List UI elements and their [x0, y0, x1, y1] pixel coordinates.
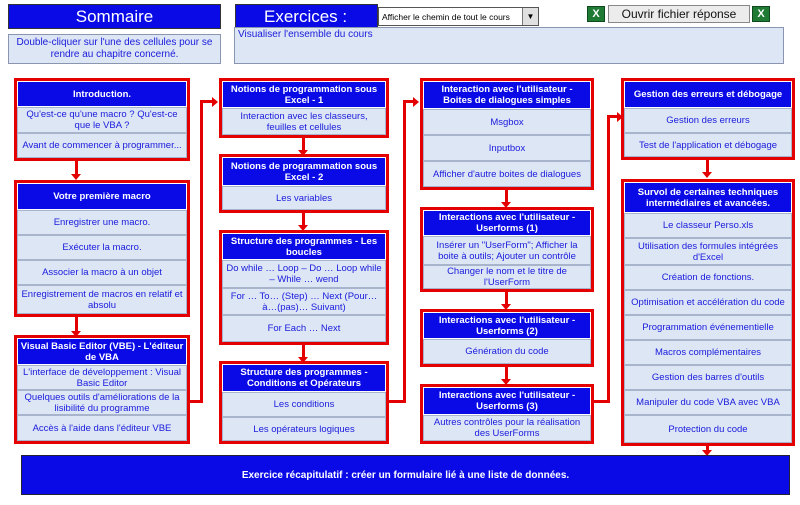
group-premiere-macro — [14, 180, 190, 317]
connector — [75, 317, 78, 332]
arrow-right — [413, 97, 419, 107]
chapter-cell[interactable]: Utilisation des formules intégrées d'Excel — [624, 238, 792, 265]
chapter-cell[interactable]: Les conditions — [222, 392, 386, 417]
chapter-cell[interactable]: Programmation événementielle — [624, 315, 792, 340]
course-description-box — [234, 27, 784, 64]
chapter-cell[interactable]: Insérer un "UserForm"; Afficher la boite à outils; Ajouter un contrôle — [423, 236, 591, 265]
sommaire-title-bar — [8, 4, 221, 29]
group-title[interactable]: Interactions avec l'utilisateur - Userforms (3) — [423, 387, 591, 415]
arrow-right — [212, 97, 218, 107]
group-userforms-1 — [420, 207, 594, 292]
chapter-cell[interactable]: Changer le nom et le titre de l'UserForm — [423, 265, 591, 289]
chapter-cell[interactable]: Enregistrer une macro. — [17, 210, 187, 235]
chapter-cell[interactable]: Afficher d'autre boites de dialogues — [423, 161, 591, 187]
chapter-cell[interactable]: Inputbox — [423, 135, 591, 161]
chapter-cell[interactable]: Test de l'application et débogage — [624, 133, 792, 157]
group-title[interactable]: Structure des programmes - Les boucles — [222, 233, 386, 260]
group-dialogues — [420, 78, 594, 190]
sommaire-title: Sommaire — [75, 6, 154, 26]
connector — [607, 115, 617, 118]
group-conditions — [219, 361, 389, 444]
exercices-title: Exercices : — [264, 6, 348, 26]
group-title[interactable]: Notions de programmation sous Excel - 2 — [222, 157, 386, 186]
group-title[interactable]: Structure des programmes - Conditions et Opérateurs — [222, 364, 386, 392]
chapter-cell[interactable]: For Each … Next — [222, 315, 386, 342]
final-exercise-banner[interactable] — [21, 455, 790, 495]
group-techniques-avancees — [621, 179, 795, 446]
group-title[interactable]: Survol de certaines techniques intermédiaires et avancées. — [624, 182, 792, 213]
group-introduction — [14, 78, 190, 161]
chapter-cell[interactable]: Génération du code — [423, 339, 591, 364]
final-exercise-label: Exercice récapitulatif : créer un formulaire lié à une liste de données. — [241, 469, 570, 481]
chapter-cell[interactable]: Msgbox — [423, 109, 591, 135]
chapter-cell[interactable]: Associer la macro à un objet — [17, 260, 187, 285]
exercices-title-bar — [235, 4, 378, 29]
chapter-cell[interactable]: Do while … Loop – Do … Loop while – While … wend — [222, 260, 386, 288]
chapter-cell[interactable]: Exécuter la macro. — [17, 235, 187, 260]
connector — [75, 160, 78, 175]
arrow-down — [702, 172, 712, 178]
exercise-dropdown[interactable] — [378, 7, 539, 26]
group-title[interactable]: Visual Basic Editor (VBE) - L'éditeur de VBA — [17, 338, 187, 365]
chapter-cell[interactable]: Gestion des erreurs — [624, 108, 792, 133]
group-title[interactable]: Gestion des erreurs et débogage — [624, 81, 792, 108]
connector — [403, 100, 413, 103]
group-title[interactable]: Interaction avec l'utilisateur - Boites de dialogues simples — [423, 81, 591, 109]
group-notions-2 — [219, 154, 389, 213]
chapter-cell[interactable]: Avant de commencer à programmer... — [17, 133, 187, 158]
chapter-cell[interactable]: Autres contrôles pour la réalisation des UserForms — [423, 415, 591, 441]
sommaire-hint-text: Double-cliquer sur l'une des cellules pour se rendre au chapitre concerné. — [16, 37, 213, 60]
chapter-cell[interactable]: Qu'est-ce qu'une macro ? Qu'est-ce que le VBA ? — [17, 107, 187, 133]
chapter-cell[interactable]: Gestion des barres d'outils — [624, 365, 792, 390]
chapter-cell[interactable]: Le classeur Perso.xls — [624, 213, 792, 238]
group-vbe — [14, 335, 190, 444]
chapter-cell[interactable]: Manipuler du code VBA avec VBA — [624, 390, 792, 415]
group-userforms-2 — [420, 309, 594, 367]
chapter-cell[interactable]: For … To… (Step) … Next (Pour… à…(pas)… Suivant) — [222, 288, 386, 315]
group-title[interactable]: Interactions avec l'utilisateur - Userforms (1) — [423, 210, 591, 236]
group-erreurs — [621, 78, 795, 160]
open-answer-button[interactable] — [608, 5, 750, 23]
group-title[interactable]: Votre première macro — [17, 183, 187, 210]
chapter-cell[interactable]: L'interface de développement : Visual Basic Editor — [17, 365, 187, 390]
chapter-cell[interactable]: Macros complémentaires — [624, 340, 792, 365]
group-title[interactable]: Interactions avec l'utilisateur - Userforms (2) — [423, 312, 591, 339]
sommaire-hint — [8, 34, 221, 64]
excel-icon: X — [752, 6, 770, 22]
chapter-cell[interactable]: Interaction avec les classeurs, feuilles et cellules — [222, 108, 386, 135]
connector — [403, 100, 406, 403]
group-notions-1 — [219, 78, 389, 138]
group-title[interactable]: Introduction. — [17, 81, 187, 107]
chapter-cell[interactable]: Protection du code — [624, 415, 792, 443]
chapter-cell[interactable]: Les variables — [222, 186, 386, 210]
connector — [607, 115, 610, 403]
chapter-cell[interactable]: Optimisation et accélération du code — [624, 290, 792, 315]
excel-icon: X — [587, 6, 605, 22]
course-description: Visualiser l'ensemble du cours — [238, 29, 373, 40]
chapter-cell[interactable]: Accès à l'aide dans l'éditeur VBE — [17, 415, 187, 441]
chapter-cell[interactable]: Les opérateurs logiques — [222, 417, 386, 441]
group-boucles — [219, 230, 389, 345]
chevron-down-icon[interactable]: ▼ — [522, 8, 538, 25]
group-title[interactable]: Notions de programmation sous Excel - 1 — [222, 81, 386, 108]
connector — [200, 100, 203, 403]
chapter-cell[interactable]: Création de fonctions. — [624, 265, 792, 290]
exercise-dropdown-value: Afficher le chemin de tout le cours — [382, 11, 510, 22]
connector — [200, 100, 212, 103]
chapter-cell[interactable]: Enregistrement de macros en relatif et absolu — [17, 285, 187, 314]
chapter-cell[interactable]: Quelques outils d'améliorations de la lisibilité du programme — [17, 390, 187, 415]
group-userforms-3 — [420, 384, 594, 444]
open-answer-label: Ouvrir fichier réponse — [621, 7, 737, 21]
